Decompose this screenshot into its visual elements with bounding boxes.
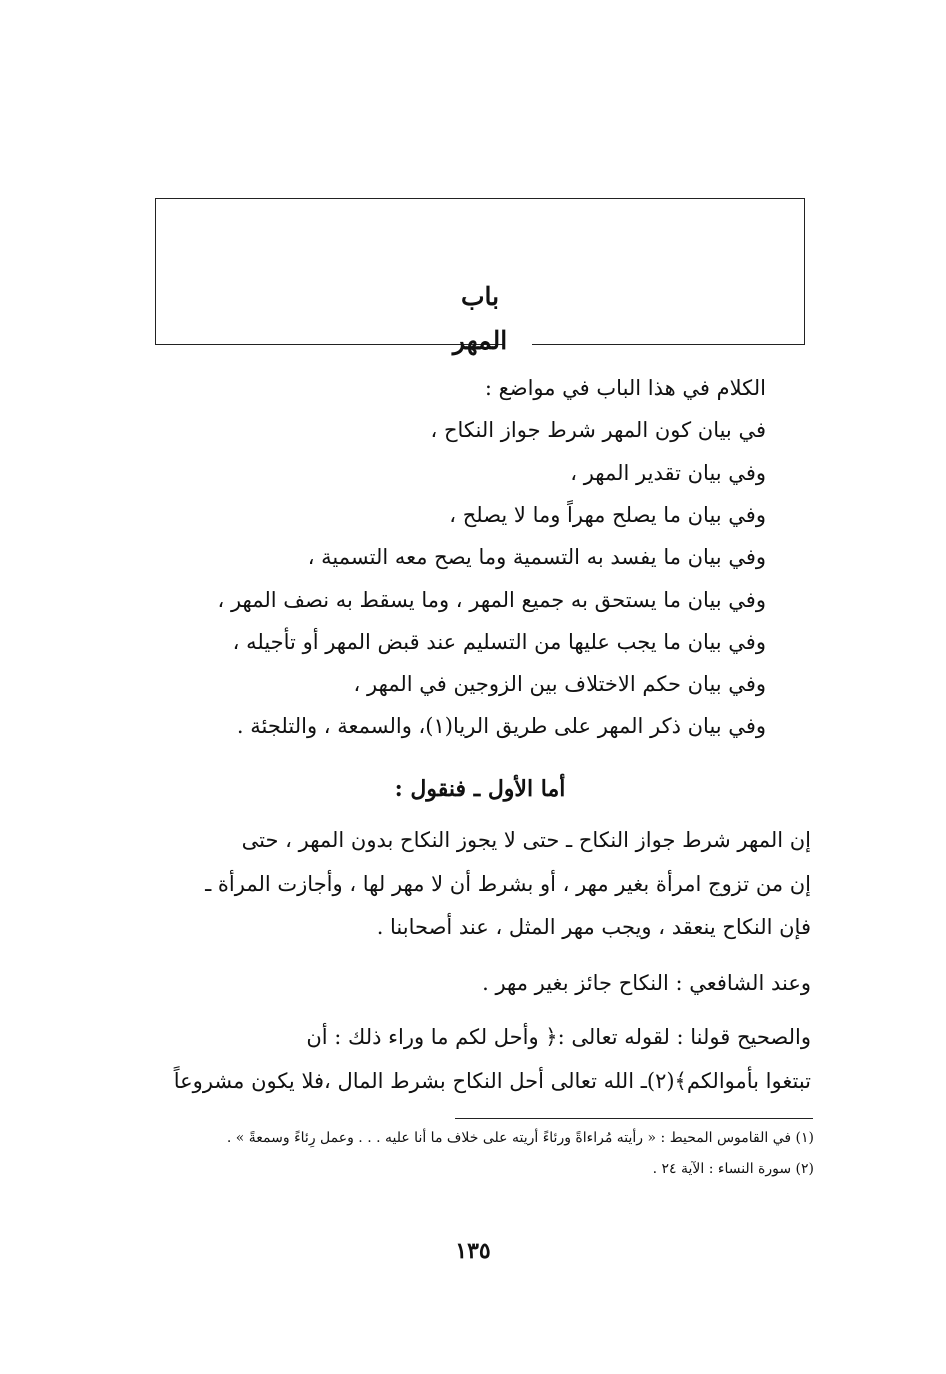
intro-line: وفي بيان ما يصلح مهراً وما لا يصلح ، [449, 503, 766, 527]
section-heading: أما الأول ـ فنقول : [394, 776, 566, 802]
intro-line: وفي بيان حكم الاختلاف بين الزوجين في المهر ، [353, 672, 766, 696]
intro-line: وفي بيان ما يفسد به التسمية وما يصح معه التسمية ، [307, 545, 766, 569]
chapter-title: المهر [452, 326, 508, 355]
chapter-frame-bottom-right-rule [532, 344, 805, 345]
intro-line: وفي بيان ما يجب عليها من التسليم عند قبض المهر أو تأجيله ، [232, 630, 766, 654]
chapter-title-frame [155, 198, 805, 345]
footnote: (٢) سورة النساء : الآية ٢٤ . [652, 1161, 814, 1177]
intro-line: وفي بيان ذكر المهر على طريق الريا(١)، والسمعة ، والتلجئة . [236, 714, 766, 738]
paragraph-line: إن من تزوج امرأة بغير مهر ، أو بشرط أن لا مهر لها ، وأجازت المرأة ـ [205, 872, 811, 896]
intro-line: في بيان كون المهر شرط جواز النكاح ، [430, 418, 766, 442]
paragraph-line: إن المهر شرط جواز النكاح ـ حتى لا يجوز النكاح بدون المهر ، حتى [241, 828, 811, 852]
paragraph-line: فإن النكاح ينعقد ، ويجب مهر المثل ، عند أصحابنا . [376, 915, 811, 939]
page-number: ١٣٥ [455, 1238, 491, 1264]
paragraph-line: وعند الشافعي : النكاح جائز بغير مهر . [482, 971, 811, 995]
footnote: (١) في القاموس المحيط : « رأيته مُراءاةً ورئاءً أريته على خلاف ما أنا عليه . . . وعمل رِئاءً وسمعةً » . [226, 1130, 814, 1146]
paragraph-line: والصحيح قولنا : لقوله تعالى :﴿ وأحل لكم ما وراء ذلك : أن [306, 1025, 811, 1049]
intro-line: الكلام في هذا الباب في مواضع : [484, 376, 766, 400]
paragraph-line: تبتغوا بأموالكم﴾(٢)ـ الله تعالى أحل النكاح بشرط المال ،فلا يكون مشروعاً [173, 1069, 811, 1093]
chapter-label: باب [460, 282, 500, 311]
footnote-separator [455, 1118, 813, 1119]
intro-line: وفي بيان ما يستحق به جميع المهر ، وما يسقط به نصف المهر ، [217, 588, 766, 612]
intro-line: وفي بيان تقدير المهر ، [570, 461, 766, 485]
